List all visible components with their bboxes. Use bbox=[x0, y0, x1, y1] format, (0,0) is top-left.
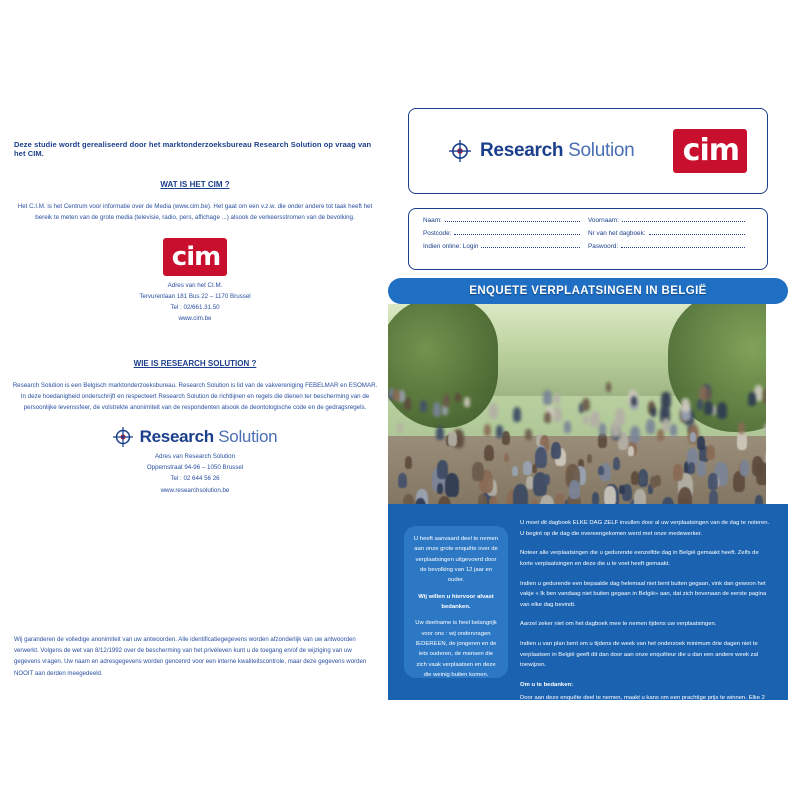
field-voornaam[interactable] bbox=[588, 216, 753, 224]
research-solution-logo-block bbox=[10, 427, 380, 447]
rs-address-street: Oppemstraat 94-96 – 1050 Brussel bbox=[146, 464, 244, 472]
field-dagboeknummer[interactable] bbox=[588, 229, 753, 237]
bonus-title: Om u te bedanken: bbox=[520, 681, 574, 688]
bubble-paragraph-2: Wij willen u hiervoor alvast bedanken. bbox=[418, 593, 494, 610]
photo-right-margin bbox=[766, 304, 788, 504]
input-login[interactable] bbox=[481, 242, 580, 248]
cim-address-street: Tervurenlaan 181 Bus 22 – 1170 Brussel bbox=[139, 293, 251, 301]
crowd-photo bbox=[388, 304, 788, 504]
instruction-paragraph-2: Noteer alle verplaatsingen die u gedurende eenzelfde dag in België gemaakt heeft. Zelfs de korte verplaatsingen en deze die u te voet heeft gemaakt. bbox=[520, 550, 759, 567]
input-postcode[interactable] bbox=[454, 229, 580, 235]
photo-crowd bbox=[388, 380, 788, 504]
survey-title-banner: ENQUETE VERPLAATSINGEN IN BELGIË bbox=[388, 278, 788, 304]
cim-address-tel: Tel : 02/661.31.50 bbox=[170, 304, 220, 312]
intro-statement: Deze studie wordt gerealiseerd door het marktonderzoeksbureau Research Solution op vraag van het CIM. bbox=[14, 140, 372, 158]
label-paswoord: Paswoord: bbox=[588, 243, 619, 250]
questionnaire-cover bbox=[388, 108, 788, 722]
bubble-paragraph-1: U heeft aanvaard deel te nemen aan onze grote enquête over de verplaatsingen uitgevoerd door de bevolking van 12 jaar en ouder. bbox=[413, 536, 499, 584]
instruction-paragraph-5: Indien u van plan bent om u tijdens de week van het onderzoek minimum drie dagen niet te verplaatsen in België geeft dit dan door aan onze enquêteur die u dan een andere week zal toewijzen. bbox=[520, 641, 759, 669]
instruction-paragraph-3: Indien u gedurende een bepaalde dag helemaal niet bent buiten gegaan, vink dan gewoon het vakje « Ik ben vandaag niet buiten gegaan in België» aan, dat zich bovenaan de eerste pagina van elke dag bevindt. bbox=[520, 580, 767, 608]
rs-address-title: Adres van Research Solution bbox=[154, 453, 236, 461]
label-postcode: Postcode: bbox=[423, 230, 452, 237]
left-information-panel bbox=[10, 140, 380, 685]
section-body-research-solution: Research Solution is een Belgisch marktonderzoeksbureau. Research Solution is lid van de vakvereniging FEBELMAR en ESOMAR. In deze hoedanigheid onderschrijft en respecteert Research Solution de richtlijnen en regels die dienen ter bescherming van de persoonlijke levenssfeer, de volstrekte anonimiteit van de respondenten alsook de deontologische code en de gedragsregels. bbox=[12, 381, 378, 411]
label-voornaam: Voornaam: bbox=[588, 217, 619, 224]
section-title-cim: WAT IS HET CIM ? bbox=[160, 180, 230, 189]
field-postcode[interactable] bbox=[423, 229, 588, 237]
research-solution-wordmark: Research Solution bbox=[139, 427, 278, 447]
field-login[interactable] bbox=[423, 242, 588, 250]
thanks-bubble bbox=[404, 526, 508, 678]
input-voornaam[interactable] bbox=[622, 216, 745, 222]
cim-address-title: Adres van het CI.M. bbox=[167, 281, 223, 289]
logo-header-card bbox=[408, 108, 768, 194]
section-body-cim: Het C.I.M. is het Centrum voor informatie over de Media (www.cim.be). Het gaat om een v.z.w. die onder andere tot taak heeft het bereik te meten van de grote media (televisie, radio, pers, affichage ...) alsook de verkeersstromen van de bevolking. bbox=[17, 203, 373, 222]
bubble-paragraph-3: Uw deelname is heel belangrijk voor ons : wij ondervragen IEDEREEN, de jongeren en de iets ouderen, de mensen die zich vaak verplaatsen en deze die weinig buiten komen. bbox=[415, 620, 497, 678]
research-solution-address-block bbox=[10, 451, 380, 496]
label-naam: Naam: bbox=[423, 217, 442, 224]
cim-address-web: www.cim.be bbox=[178, 315, 212, 323]
header-rs-wordmark: Research Solution bbox=[480, 140, 635, 161]
input-dagboeknummer[interactable] bbox=[649, 229, 745, 235]
label-dagboeknummer: Nr van het dagboek: bbox=[588, 230, 646, 237]
header-research-solution-logo bbox=[449, 140, 634, 162]
cim-logo: cim bbox=[163, 238, 227, 276]
target-icon bbox=[449, 140, 471, 162]
form-row-name bbox=[423, 216, 753, 224]
instructions-block bbox=[388, 504, 788, 722]
cim-logo-block bbox=[10, 238, 380, 276]
header-cim-logo: cim bbox=[673, 129, 747, 173]
respondent-form-card bbox=[408, 208, 768, 270]
input-paswoord[interactable] bbox=[621, 242, 745, 248]
rs-address-tel: Tel : 02 644 56 26 bbox=[170, 475, 220, 483]
field-paswoord[interactable] bbox=[588, 242, 753, 250]
cim-address-block bbox=[10, 280, 380, 325]
instruction-paragraph-1: U moet dit dagboek ELKE DAG ZELF invullen door al uw verplaatsingen van de dag te noteren. U begint op de dag die overeengekomen werd met onze medewerker. bbox=[520, 520, 770, 537]
target-icon bbox=[113, 427, 133, 447]
form-row-postcode bbox=[423, 229, 753, 237]
bonus-body: Door aan deze enquête deel te nemen, maakt u kans om een prachtige prijs te winnen. Elke 2 maanden worden er 24 winnaars bij trekking bepaald. Zij krijgen een cadeaubon die varieert tussen 20 € en 250 €. bbox=[520, 694, 765, 722]
instruction-paragraph-4: Aarzel zeker niet om het dagboek mee te nemen tijdens uw verplaatsingen. bbox=[520, 621, 717, 628]
form-row-login bbox=[423, 242, 753, 250]
section-title-research-solution: WIE IS RESEARCH SOLUTION ? bbox=[133, 358, 257, 368]
privacy-footer-note: Wij garanderen de volledige anonimiteit van uw antwoorden. Alle identificatiegegevens worden afzonderlijk van uw antwoorden verwerkt. Volgens de wet van 8/12/1992 over de bescherming van het privéleven kunt u de toegang en/of de wijziging van uw gegevens vragen. Uw naam en adresgegevens worden gencenrd voor een interne kwaliteitscontrole, maar deze gegevens worden NOOIT aan derden meegedeeld. bbox=[14, 635, 367, 677]
input-naam[interactable] bbox=[445, 216, 580, 222]
instruction-paragraphs bbox=[520, 518, 772, 733]
field-naam[interactable] bbox=[423, 216, 588, 224]
rs-address-web: www.researchsolution.be bbox=[160, 486, 230, 494]
label-login: Indien online: Login bbox=[423, 243, 479, 250]
